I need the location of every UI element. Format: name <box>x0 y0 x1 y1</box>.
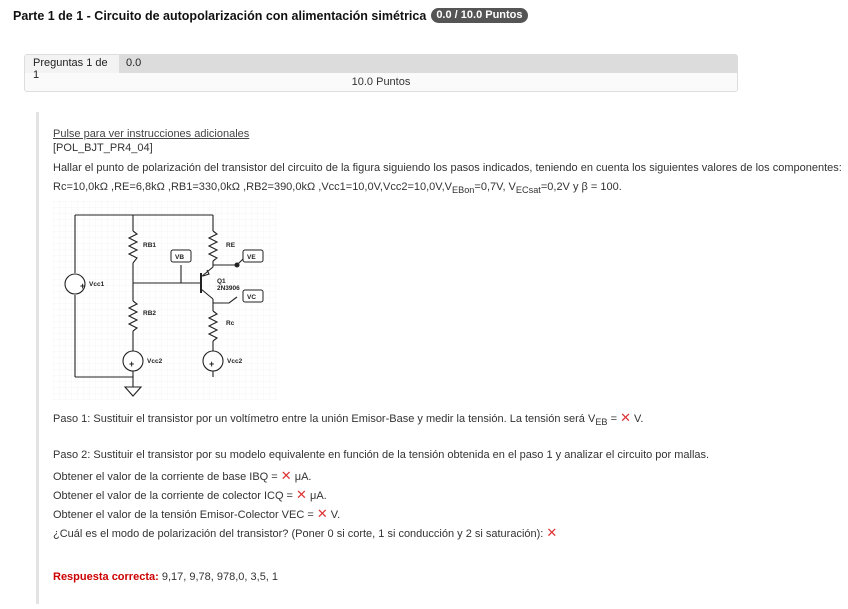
ibq-wrong-icon: ✕ <box>280 468 292 483</box>
ve-label: VE <box>247 254 256 261</box>
instructions-link[interactable]: Pulse para ver instrucciones adicionales <box>53 128 250 140</box>
question-ibq <box>53 468 311 484</box>
correct-answer-value: 9,17, 9,78, 978,0, 3,5, 1 <box>158 571 279 583</box>
question-vec <box>53 506 340 522</box>
model-label: 2N3906 <box>217 285 240 292</box>
vec-text: Obtener el valor de la tensión Emisor-Colector VEC = <box>53 509 317 521</box>
rc-label: Rc <box>226 320 235 327</box>
icq-unit: μA. <box>306 490 327 502</box>
question-mode <box>53 525 557 541</box>
step1-sub: EB <box>595 417 608 428</box>
q1-label: Q1 <box>217 278 226 285</box>
icq-wrong-icon: ✕ <box>296 487 307 502</box>
rb1-label: RB1 <box>143 242 157 249</box>
step1-text: Paso 1: Sustituir el transistor por un voltímetro entre la unión Emisor-Base y medir la tensión. La tensión será V <box>53 413 596 425</box>
step-1 <box>53 410 643 427</box>
question-bar <box>24 54 738 92</box>
re-label: RE <box>226 242 236 249</box>
values-sub-ebon: EBon <box>452 185 475 196</box>
vcc2-left-plus: + <box>129 359 135 369</box>
correct-answer <box>53 571 278 583</box>
values-mid: =0,7V, V <box>474 181 516 193</box>
question-points: 10.0 Puntos <box>351 76 411 88</box>
vcc2-left-label: Vcc2 <box>147 358 163 365</box>
vcc1-plus: + <box>80 281 86 291</box>
vb-label: VB <box>175 254 185 261</box>
correct-answer-label: Respuesta correcta: <box>53 571 159 583</box>
ve-node <box>235 263 239 267</box>
vcc1-label: Vcc1 <box>89 281 105 288</box>
values-sub-ecsat: ECsat <box>515 185 541 196</box>
values-prefix: Rc=10,0kΩ ,RE=6,8kΩ ,RB1=330,0kΩ ,RB2=390,0kΩ ,Vcc1=10,0V,Vcc2=10,0V,V <box>53 181 452 193</box>
step-2: Paso 2: Sustituir el transistor por su modelo equivalente en función de la tensión obtenida en el paso 1 y analizar el circuito por mallas. <box>53 449 710 461</box>
component-values <box>53 181 622 195</box>
mode-text: ¿Cuál es el modo de polarización del transistor? (Poner 0 si corte, 1 si conducción y 2 si saturación): <box>53 528 547 540</box>
title-text: Parte 1 de 1 - Circuito de autopolarización con alimentación simétrica <box>13 8 427 23</box>
question-content <box>36 112 848 604</box>
question-score: 0.0 <box>126 57 142 69</box>
page-title <box>13 8 528 23</box>
step1-eq: = <box>607 413 621 425</box>
problem-id: [POL_BJT_PR4_04] <box>53 142 153 154</box>
vcc2-right-label: Vcc2 <box>227 358 243 365</box>
values-suffix: =0,2V y β = 100. <box>540 181 622 193</box>
step1-unit: V. <box>631 413 644 425</box>
mode-wrong-icon: ✕ <box>546 525 558 540</box>
ibq-unit: μA. <box>291 471 312 483</box>
vec-wrong-icon: ✕ <box>316 506 328 521</box>
veb-wrong-icon: ✕ <box>620 410 631 425</box>
circuit-diagram <box>53 201 278 401</box>
question-icq <box>53 487 327 503</box>
question-counter: Preguntas 1 de 1 <box>25 55 119 73</box>
vc-label: VC <box>247 294 257 301</box>
rb2-label: RB2 <box>143 310 157 317</box>
ibq-text: Obtener el valor de la corriente de base IBQ = <box>53 471 281 483</box>
score-badge: 0.0 / 10.0 Puntos <box>431 8 527 23</box>
icq-text: Obtener el valor de la corriente de colector ICQ = <box>53 490 297 502</box>
vec-unit: V. <box>327 509 341 521</box>
vcc2-right-plus: + <box>209 359 215 369</box>
problem-statement: Hallar el punto de polarización del transistor del circuito de la figura siguiendo los pasos indicados, teniendo en cuenta los siguientes valores de los componentes: <box>53 162 842 174</box>
